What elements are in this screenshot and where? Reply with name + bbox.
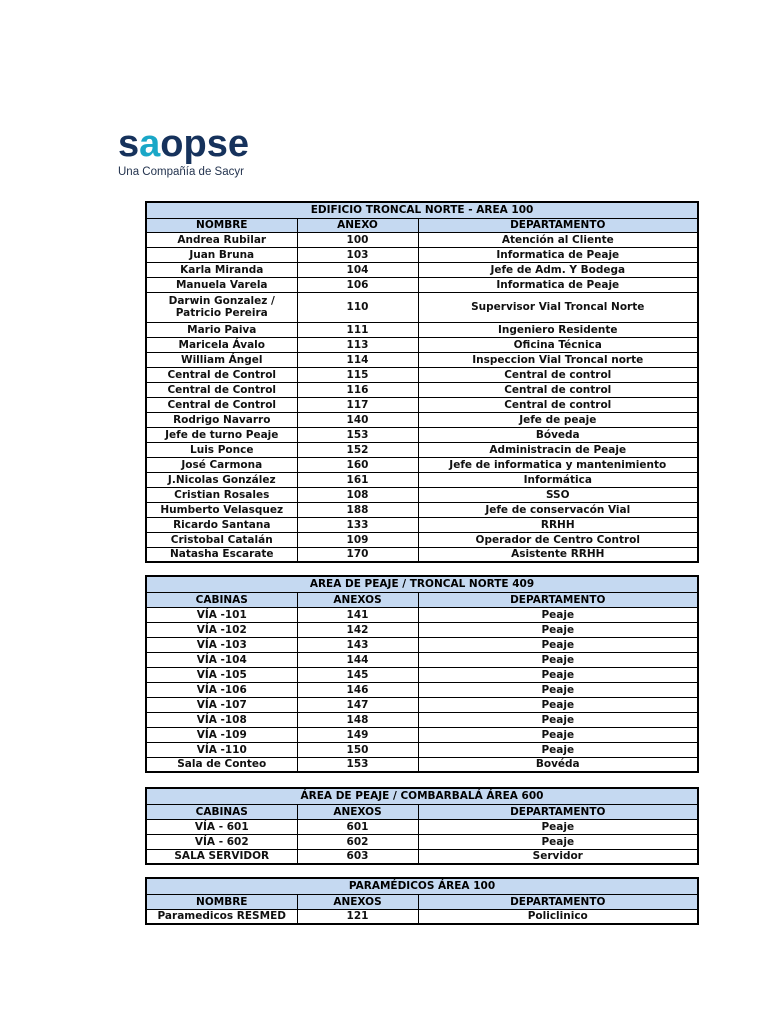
cell-department: Informática bbox=[418, 472, 698, 487]
cell-extension: 113 bbox=[297, 337, 418, 352]
table-row bbox=[146, 909, 698, 924]
table-row bbox=[146, 712, 698, 727]
cell-name: Cristian Rosales bbox=[146, 487, 297, 502]
cell-department: Peaje bbox=[418, 622, 698, 637]
cell-extension: 140 bbox=[297, 412, 418, 427]
cell-department: SSO bbox=[418, 487, 698, 502]
table-row bbox=[146, 277, 698, 292]
table-row bbox=[146, 607, 698, 622]
table-row bbox=[146, 397, 698, 412]
cell-extension: 114 bbox=[297, 352, 418, 367]
cell-cabin: Sala de Conteo bbox=[146, 757, 297, 772]
table-row bbox=[146, 502, 698, 517]
cell-extension: 160 bbox=[297, 457, 418, 472]
table-row bbox=[146, 682, 698, 697]
table-row bbox=[146, 742, 698, 757]
cell-department: Peaje bbox=[418, 637, 698, 652]
cell-name: Paramedicos RESMED bbox=[146, 909, 297, 924]
cell-extension: 141 bbox=[297, 607, 418, 622]
cell-cabin: VÍA -108 bbox=[146, 712, 297, 727]
table-title: AREA DE PEAJE / TRONCAL NORTE 409 bbox=[146, 576, 698, 592]
table-edificio-troncal-norte bbox=[145, 201, 699, 563]
cell-cabin: VÍA -109 bbox=[146, 727, 297, 742]
cell-extension: 133 bbox=[297, 517, 418, 532]
logo-tagline: Una Compañía de Sacyr bbox=[118, 166, 244, 178]
cell-name: Darwin Gonzalez / Patricio Pereira bbox=[146, 292, 297, 322]
column-header: ANEXO bbox=[297, 218, 418, 232]
cell-extension: 106 bbox=[297, 277, 418, 292]
table-title: ÁREA DE PEAJE / COMBARBALÁ ÁREA 600 bbox=[146, 788, 698, 804]
cell-extension: 144 bbox=[297, 652, 418, 667]
cell-name: Juan Bruna bbox=[146, 247, 297, 262]
cell-cabin: VÍA -110 bbox=[146, 742, 297, 757]
cell-extension: 149 bbox=[297, 727, 418, 742]
table-row bbox=[146, 697, 698, 712]
table-row bbox=[146, 547, 698, 562]
cell-cabin: VÍA -102 bbox=[146, 622, 297, 637]
table-row bbox=[146, 652, 698, 667]
company-logo bbox=[118, 122, 318, 178]
table-row bbox=[146, 442, 698, 457]
cell-name: Mario Paiva bbox=[146, 322, 297, 337]
table-row bbox=[146, 337, 698, 352]
cell-cabin: VÍA -104 bbox=[146, 652, 297, 667]
cell-name: Maricela Ávalo bbox=[146, 337, 297, 352]
cell-department: Atención al Cliente bbox=[418, 232, 698, 247]
cell-name: Ricardo Santana bbox=[146, 517, 297, 532]
cell-department: Informatica de Peaje bbox=[418, 277, 698, 292]
cell-department: Peaje bbox=[418, 727, 698, 742]
cell-cabin: VÍA -105 bbox=[146, 667, 297, 682]
column-header: ANEXOS bbox=[297, 592, 418, 607]
cell-extension: 602 bbox=[297, 834, 418, 849]
table-row bbox=[146, 622, 698, 637]
cell-extension: 108 bbox=[297, 487, 418, 502]
cell-department: Oficina Técnica bbox=[418, 337, 698, 352]
cell-cabin: VÍA - 602 bbox=[146, 834, 297, 849]
cell-extension: 110 bbox=[297, 292, 418, 322]
cell-name: Andrea Rubilar bbox=[146, 232, 297, 247]
table-row bbox=[146, 322, 698, 337]
cell-name: Manuela Varela bbox=[146, 277, 297, 292]
cell-cabin: VÍA - 601 bbox=[146, 819, 297, 834]
cell-extension: 115 bbox=[297, 367, 418, 382]
table-area-peaje-combarbala bbox=[145, 787, 699, 865]
cell-department: Informatica de Peaje bbox=[418, 247, 698, 262]
table-title: PARAMÉDICOS ÁREA 100 bbox=[146, 878, 698, 894]
cell-department: Policlinico bbox=[418, 909, 698, 924]
cell-cabin: VÍA -107 bbox=[146, 697, 297, 712]
cell-department: Peaje bbox=[418, 667, 698, 682]
table-row bbox=[146, 472, 698, 487]
cell-name: William Ángel bbox=[146, 352, 297, 367]
cell-extension: 143 bbox=[297, 637, 418, 652]
cell-extension: 146 bbox=[297, 682, 418, 697]
table-row bbox=[146, 232, 698, 247]
cell-department: Peaje bbox=[418, 682, 698, 697]
table-row bbox=[146, 667, 698, 682]
column-header: ANEXOS bbox=[297, 804, 418, 819]
cell-extension: 147 bbox=[297, 697, 418, 712]
table-row bbox=[146, 834, 698, 849]
cell-department: Central de control bbox=[418, 397, 698, 412]
cell-department: Asistente RRHH bbox=[418, 547, 698, 562]
cell-name: Natasha Escarate bbox=[146, 547, 297, 562]
cell-department: Jefe de Adm. Y Bodega bbox=[418, 262, 698, 277]
cell-department: Inspeccion Vial Troncal norte bbox=[418, 352, 698, 367]
cell-extension: 111 bbox=[297, 322, 418, 337]
table-row bbox=[146, 517, 698, 532]
column-header: DEPARTAMENTO bbox=[418, 592, 698, 607]
column-header: DEPARTAMENTO bbox=[418, 218, 698, 232]
cell-department: Peaje bbox=[418, 652, 698, 667]
cell-department: Administracin de Peaje bbox=[418, 442, 698, 457]
cell-name: Rodrigo Navarro bbox=[146, 412, 297, 427]
table-row bbox=[146, 457, 698, 472]
cell-extension: 121 bbox=[297, 909, 418, 924]
cell-extension: 103 bbox=[297, 247, 418, 262]
cell-extension: 145 bbox=[297, 667, 418, 682]
cell-department: Ingeniero Residente bbox=[418, 322, 698, 337]
cell-extension: 104 bbox=[297, 262, 418, 277]
table-area-peaje-troncal-norte bbox=[145, 575, 699, 773]
cell-name: Karla Miranda bbox=[146, 262, 297, 277]
column-header: NOMBRE bbox=[146, 218, 297, 232]
cell-extension: 117 bbox=[297, 397, 418, 412]
cell-extension: 152 bbox=[297, 442, 418, 457]
cell-department: Peaje bbox=[418, 834, 698, 849]
column-header: DEPARTAMENTO bbox=[418, 894, 698, 909]
cell-name: Central de Control bbox=[146, 367, 297, 382]
cell-department: RRHH bbox=[418, 517, 698, 532]
cell-cabin: VÍA -103 bbox=[146, 637, 297, 652]
cell-extension: 100 bbox=[297, 232, 418, 247]
cell-department: Central de control bbox=[418, 367, 698, 382]
cell-department: Servidor bbox=[418, 849, 698, 864]
cell-name: José Carmona bbox=[146, 457, 297, 472]
column-header: CABINAS bbox=[146, 592, 297, 607]
cell-extension: 150 bbox=[297, 742, 418, 757]
table-row bbox=[146, 382, 698, 397]
cell-name: Central de Control bbox=[146, 397, 297, 412]
cell-cabin: VÍA -106 bbox=[146, 682, 297, 697]
table-row bbox=[146, 849, 698, 864]
cell-cabin: VÍA -101 bbox=[146, 607, 297, 622]
cell-extension: 603 bbox=[297, 849, 418, 864]
cell-extension: 116 bbox=[297, 382, 418, 397]
cell-name: Humberto Velasquez bbox=[146, 502, 297, 517]
cell-department: Peaje bbox=[418, 712, 698, 727]
cell-department: Peaje bbox=[418, 607, 698, 622]
cell-department: Bóveda bbox=[418, 427, 698, 442]
cell-name: J.Nicolas González bbox=[146, 472, 297, 487]
cell-department: Operador de Centro Control bbox=[418, 532, 698, 547]
column-header: DEPARTAMENTO bbox=[418, 804, 698, 819]
cell-extension: 142 bbox=[297, 622, 418, 637]
cell-department: Jefe de peaje bbox=[418, 412, 698, 427]
cell-department: Peaje bbox=[418, 819, 698, 834]
cell-name: Central de Control bbox=[146, 382, 297, 397]
cell-extension: 161 bbox=[297, 472, 418, 487]
logo-wordmark: saopse bbox=[118, 123, 249, 165]
cell-department: Peaje bbox=[418, 742, 698, 757]
cell-extension: 601 bbox=[297, 819, 418, 834]
table-row bbox=[146, 367, 698, 382]
cell-extension: 109 bbox=[297, 532, 418, 547]
column-header: CABINAS bbox=[146, 804, 297, 819]
cell-department: Bovéda bbox=[418, 757, 698, 772]
table-row bbox=[146, 532, 698, 547]
cell-department: Supervisor Vial Troncal Norte bbox=[418, 292, 698, 322]
table-row bbox=[146, 727, 698, 742]
cell-name: Cristobal Catalán bbox=[146, 532, 297, 547]
cell-department: Jefe de informatica y mantenimiento bbox=[418, 457, 698, 472]
table-row bbox=[146, 262, 698, 277]
table-title: EDIFICIO TRONCAL NORTE - AREA 100 bbox=[146, 202, 698, 218]
cell-extension: 153 bbox=[297, 427, 418, 442]
table-row bbox=[146, 292, 698, 322]
table-row bbox=[146, 637, 698, 652]
cell-name: Luis Ponce bbox=[146, 442, 297, 457]
table-row bbox=[146, 757, 698, 772]
table-paramedicos bbox=[145, 877, 699, 925]
column-header: NOMBRE bbox=[146, 894, 297, 909]
cell-name: Jefe de turno Peaje bbox=[146, 427, 297, 442]
table-row bbox=[146, 352, 698, 367]
cell-extension: 170 bbox=[297, 547, 418, 562]
table-row bbox=[146, 412, 698, 427]
table-row bbox=[146, 427, 698, 442]
table-row bbox=[146, 487, 698, 502]
cell-department: Central de control bbox=[418, 382, 698, 397]
table-row bbox=[146, 819, 698, 834]
cell-cabin: SALA SERVIDOR bbox=[146, 849, 297, 864]
cell-department: Peaje bbox=[418, 697, 698, 712]
cell-department: Jefe de conservacón Vial bbox=[418, 502, 698, 517]
column-header: ANEXOS bbox=[297, 894, 418, 909]
cell-extension: 148 bbox=[297, 712, 418, 727]
cell-extension: 188 bbox=[297, 502, 418, 517]
cell-extension: 153 bbox=[297, 757, 418, 772]
table-row bbox=[146, 247, 698, 262]
